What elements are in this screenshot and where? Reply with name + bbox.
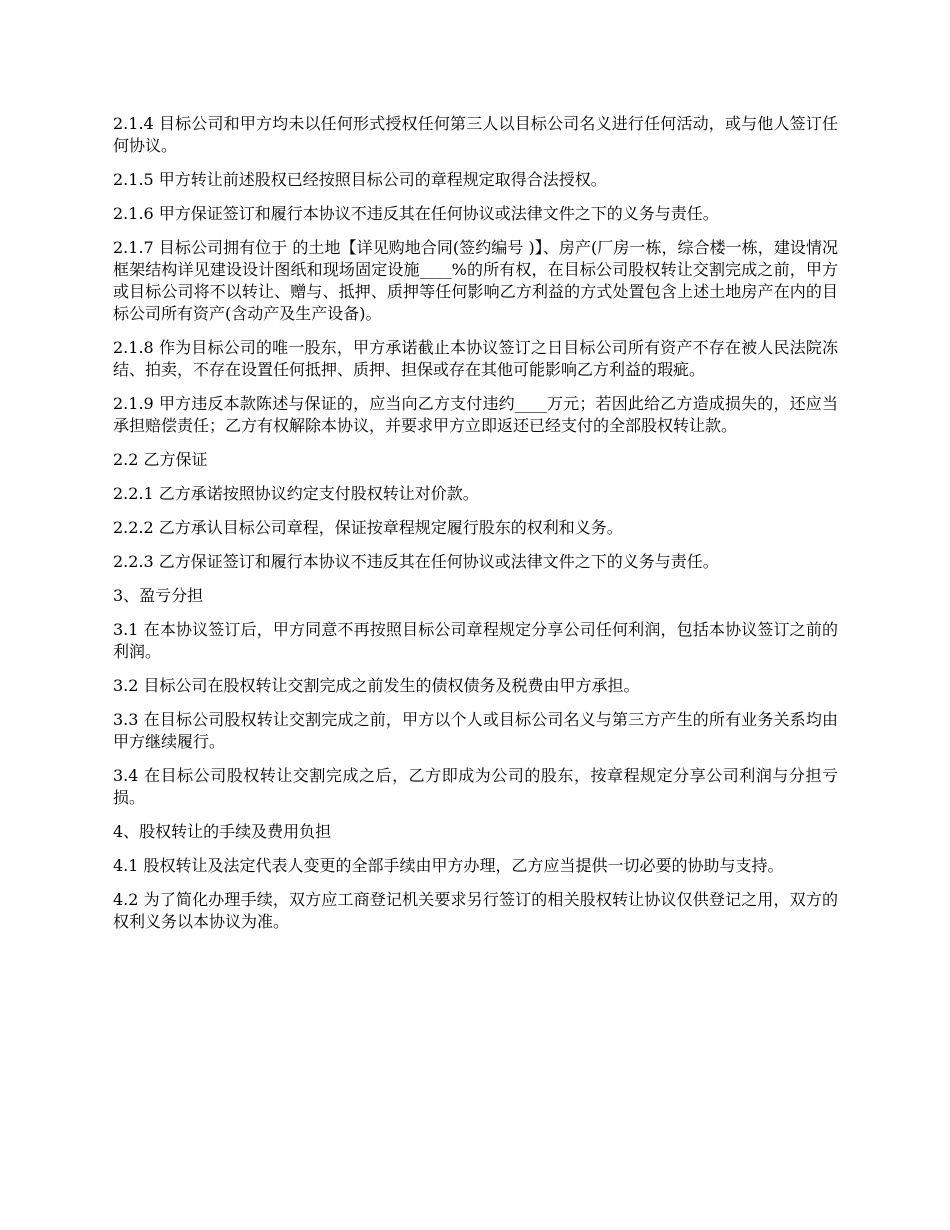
document-page xyxy=(113,113,838,945)
clause-2-1-7: 2.1.7 目标公司拥有位于 的土地【详见购地合同(签约编号 )】、房产(厂房一栋，综合楼一栋，建设情况框架结构详见建设设计图纸和现场固定设施____%的所有权，在目标公司股权转让交割完成之前，甲方或目标公司将不以转让、赠与、抵押、质押等任何影响乙方利益的方式处置包含上述土地房产在内的目标公司所有资产(含动产及生产设备)。 xyxy=(113,238,838,323)
clause-2-1-6: 2.1.6 甲方保证签订和履行本协议不违反其在任何协议或法律文件之下的义务与责任。 xyxy=(113,204,719,223)
clause-2-1-8: 2.1.8 作为目标公司的唯一股东，甲方承诺截止本协议签订之日目标公司所有资产不存在被人民法院冻结、拍卖，不存在设置任何抵押、质押、担保或存在其他可能影响乙方利益的瑕疵。 xyxy=(113,338,838,379)
clause-3-3: 3.3 在目标公司股权转让交割完成之前，甲方以个人或目标公司名义与第三方产生的所有业务关系均由甲方继续履行。 xyxy=(113,710,838,751)
clause-3-1: 3.1 在本协议签订后，甲方同意不再按照目标公司章程规定分享公司任何利润，包括本协议签订之前的利润。 xyxy=(113,620,838,661)
clause-3-4: 3.4 在目标公司股权转让交割完成之后，乙方即成为公司的股东，按章程规定分享公司利润与分担亏损。 xyxy=(113,766,838,807)
clause-2-2-1: 2.2.1 乙方承诺按照协议约定支付股权转让对价款。 xyxy=(113,484,479,503)
section-heading-4: 4、股权转让的手续及费用负担 xyxy=(113,822,332,841)
section-heading-3: 3、盈亏分担 xyxy=(113,586,204,605)
clause-2-1-9: 2.1.9 甲方违反本款陈述与保证的，应当向乙方支付违约____万元；若因此给乙方造成损失的，还应当承担赔偿责任；乙方有权解除本协议，并要求甲方立即返还已经支付的全部股权转让款。 xyxy=(113,394,838,435)
clause-4-2: 4.2 为了简化办理手续，双方应工商登记机关要求另行签订的相关股权转让协议仅供登记之用，双方的权利义务以本协议为准。 xyxy=(113,890,838,931)
clause-3-2: 3.2 目标公司在股权转让交割完成之前发生的债权债务及税费由甲方承担。 xyxy=(113,676,640,695)
clause-2-2-3: 2.2.3 乙方保证签订和履行本协议不违反其在任何协议或法律文件之下的义务与责任。 xyxy=(113,552,719,571)
clause-2-2-2: 2.2.2 乙方承认目标公司章程，保证按章程规定履行股东的权利和义务。 xyxy=(113,518,623,537)
clause-2-1-5: 2.1.5 甲方转让前述股权已经按照目标公司的章程规定取得合法授权。 xyxy=(113,170,607,189)
section-heading-2-2: 2.2 乙方保证 xyxy=(113,450,208,469)
clause-4-1: 4.1 股权转让及法定代表人变更的全部手续由甲方办理，乙方应当提供一切必要的协助与支持。 xyxy=(113,856,784,875)
clause-2-1-4: 2.1.4 目标公司和甲方均未以任何形式授权任何第三人以目标公司名义进行任何活动，或与他人签订任何协议。 xyxy=(113,114,838,155)
